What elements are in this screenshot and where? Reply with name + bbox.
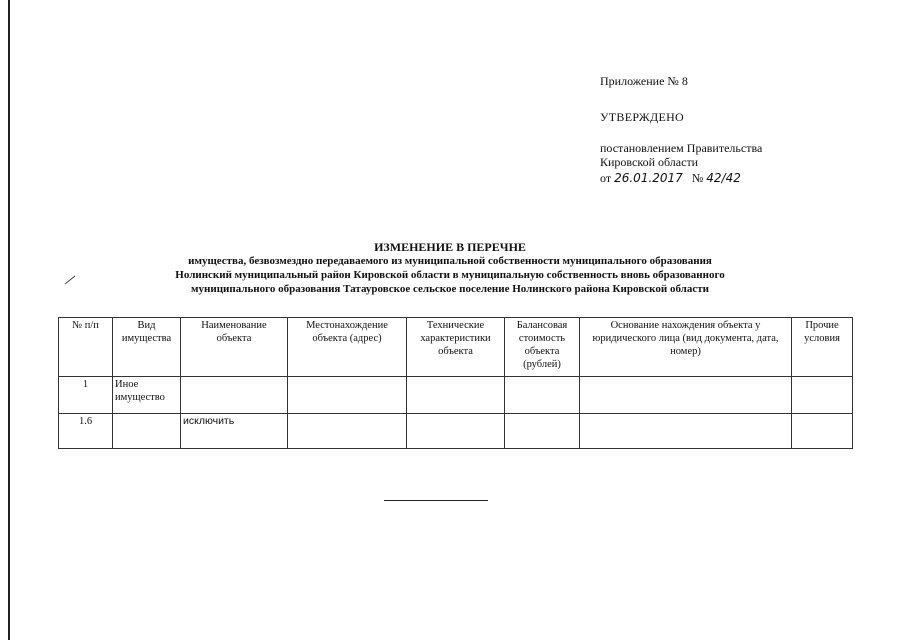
heading-title: ИЗМЕНЕНИЕ В ПЕРЕЧНЕ [374,240,526,254]
handwritten-number: 42/42 [706,171,741,185]
approved-by-line-2: Кировской области [600,155,699,169]
handwritten-date: 26.01.2017 [614,171,683,185]
pen-mark-icon [64,275,76,285]
cell-location [288,414,407,449]
date-prefix: от [600,171,612,185]
cell-number: 1.6 [59,414,113,449]
cell-book-value [505,414,580,449]
heading-line-3: муниципального образования Татауровское сельское поселение Нолинского района Кировской области [191,283,709,295]
document-heading [100,240,800,296]
scan-edge-line [8,0,10,640]
table-header-row [59,318,853,377]
cell-number: 1 [59,377,113,414]
heading-line-1: имущества, безвозмездно передаваемого из муниципальной собственности муниципального образования [188,255,712,267]
column-header-location: Местонахождение объекта (адрес) [288,318,407,377]
column-header-specs: Технические характеристики объекта [407,318,505,377]
cell-type [113,414,181,449]
end-separator-line [384,500,488,501]
cell-other [792,377,853,414]
approved-by-line-1: постановлением Правительства [600,141,763,155]
cell-specs [407,377,505,414]
heading-line-2: Нолинский муниципальный район Кировской области в муниципальную собственность вновь образованного [175,269,725,281]
cell-book-value [505,377,580,414]
cell-name [181,377,288,414]
property-list-table [58,317,853,449]
column-header-other: Прочие условия [792,318,853,377]
approved-by-text [600,141,820,169]
column-header-book-value: Балансовая стоимость объекта (рублей) [505,318,580,377]
cell-other [792,414,853,449]
column-header-type: Вид имущества [113,318,181,377]
cell-specs [407,414,505,449]
approved-label: УТВЕРЖДЕНО [600,110,685,124]
column-header-basis: Основание нахождения объекта у юридического лица (вид документа, дата, номер) [580,318,792,377]
cell-type: Иное имущество [113,377,181,414]
table-row [59,414,853,449]
column-header-number: № п/п [59,318,113,377]
cell-name: исключить [181,414,288,449]
column-header-name: Наименование объекта [181,318,288,377]
cell-location [288,377,407,414]
cell-basis [580,377,792,414]
approval-date-number [600,171,741,186]
appendix-label: Приложение № 8 [600,74,688,88]
cell-basis [580,414,792,449]
number-prefix: № [691,171,704,185]
table-row [59,377,853,414]
